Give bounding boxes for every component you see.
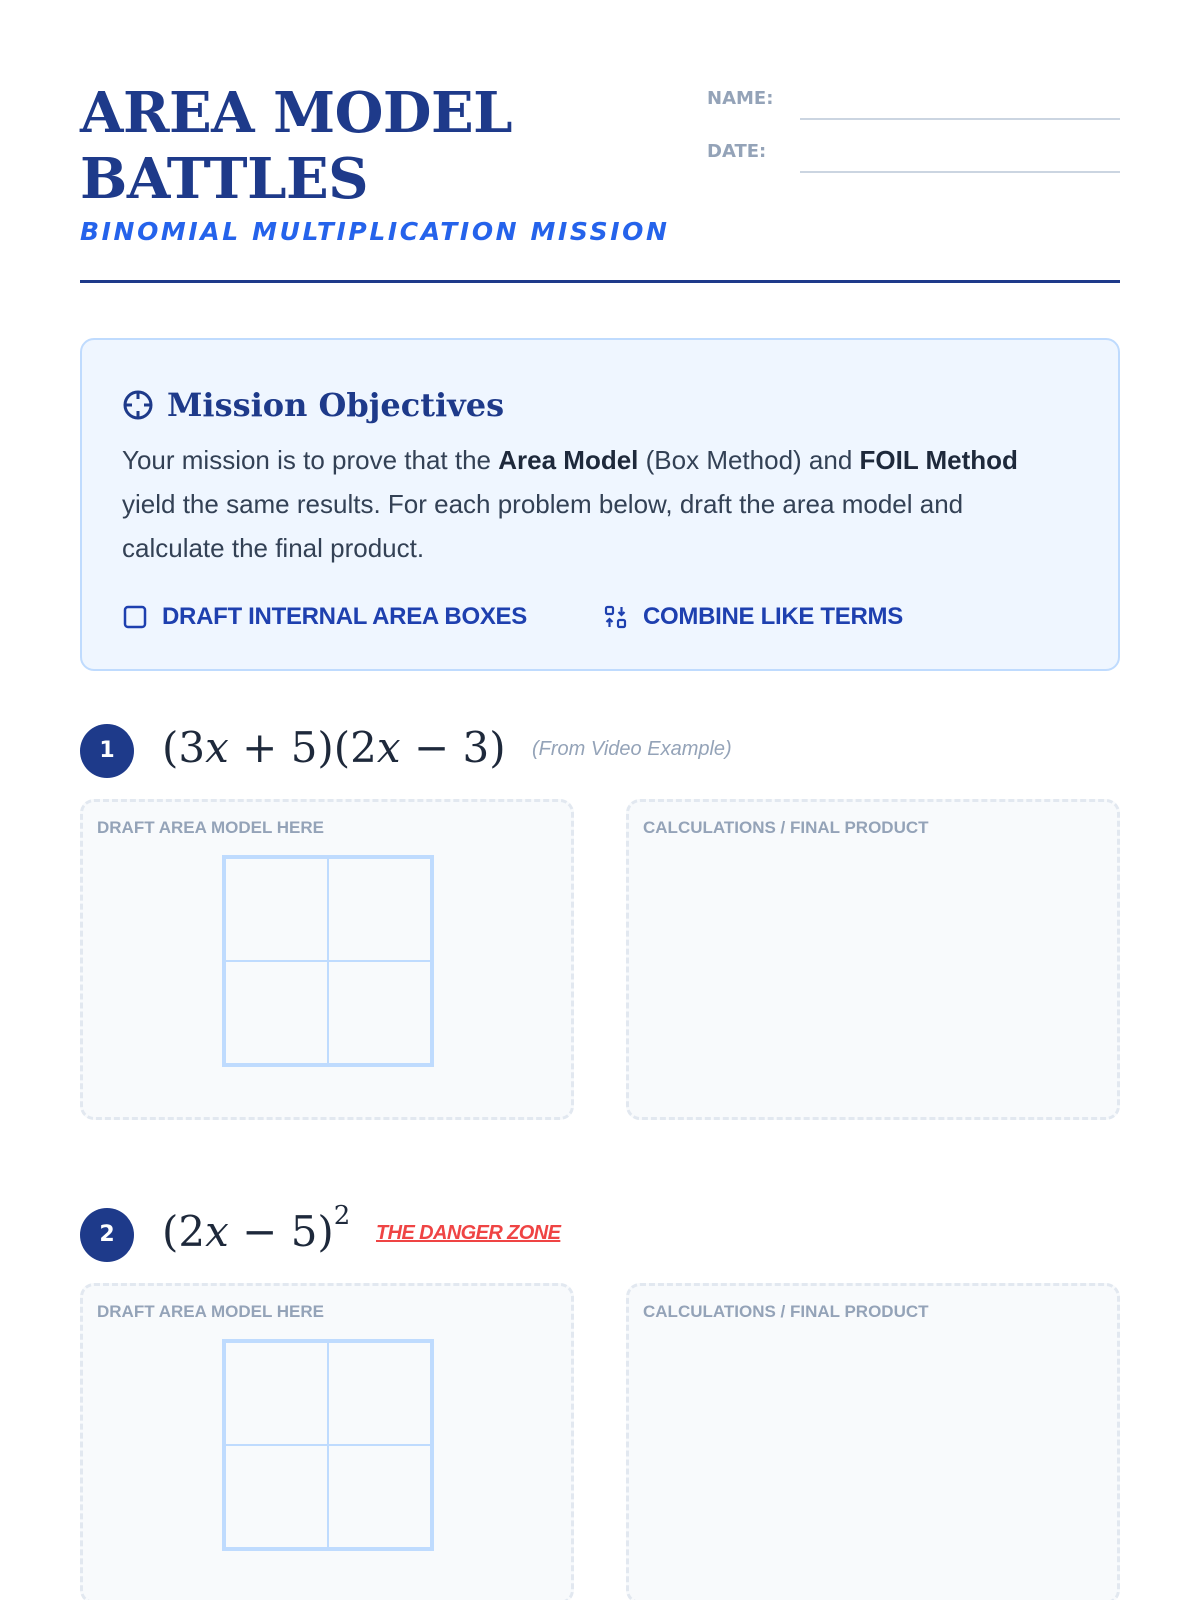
objectives-description xyxy=(122,438,1022,570)
worksheet-header xyxy=(80,80,1120,283)
objectives-title: Mission Objectives xyxy=(167,386,505,424)
problem-number-badge: 2 xyxy=(80,1208,134,1262)
area-cell[interactable] xyxy=(225,1445,328,1548)
work-area xyxy=(80,1283,1120,1600)
date-field xyxy=(707,133,1120,186)
draft-label: DRAFT AREA MODEL HERE xyxy=(97,818,324,837)
name-label: NAME: xyxy=(707,88,774,109)
problem-2 xyxy=(80,1201,1120,1321)
problem-note: (From Video Example) xyxy=(532,738,732,760)
title-line-2: BATTLES xyxy=(80,146,369,212)
problem-header xyxy=(80,718,1120,778)
area-cell[interactable] xyxy=(225,1342,328,1445)
task-combine-terms[interactable] xyxy=(603,600,903,634)
desc-text-1: Your mission is to prove that the xyxy=(122,445,499,475)
draft-label: DRAFT AREA MODEL HERE xyxy=(97,1302,324,1321)
mission-objectives-panel xyxy=(80,338,1120,671)
area-cell[interactable] xyxy=(328,1445,431,1548)
student-info-fields xyxy=(707,80,1120,186)
name-line[interactable] xyxy=(800,118,1120,120)
problem-expression: $(2x - 5)^2$ xyxy=(162,1201,351,1256)
date-line[interactable] xyxy=(800,171,1120,173)
objective-tasks xyxy=(122,600,1082,634)
title-line-1: AREA MODEL xyxy=(80,80,513,146)
objectives-heading xyxy=(122,382,1078,428)
area-cell[interactable] xyxy=(225,961,328,1064)
name-field xyxy=(707,80,1120,133)
area-cell[interactable] xyxy=(328,1342,431,1445)
calc-label: CALCULATIONS / FINAL PRODUCT xyxy=(643,1302,929,1321)
date-label: DATE: xyxy=(707,141,767,162)
task-label-combine-terms: COMBINE LIKE TERMS xyxy=(643,603,903,630)
task-draft-boxes[interactable] xyxy=(122,600,527,634)
area-cell[interactable] xyxy=(328,961,431,1064)
combine-icon xyxy=(603,604,629,630)
area-model-grid[interactable] xyxy=(222,1339,434,1551)
work-area xyxy=(80,799,1120,1120)
draft-area-model-box[interactable] xyxy=(80,1283,574,1600)
page-title xyxy=(80,80,680,212)
danger-zone-label: THE DANGER ZONE xyxy=(376,1222,561,1244)
desc-text-3: yield the same results. For each problem below, draft the area model and calculate the final product. xyxy=(122,489,964,563)
calculations-box[interactable] xyxy=(626,799,1120,1120)
problem-number-badge: 1 xyxy=(80,724,134,778)
problem-header xyxy=(80,1202,1120,1262)
calc-label: CALCULATIONS / FINAL PRODUCT xyxy=(643,818,929,837)
page-subtitle: BINOMIAL MULTIPLICATION MISSION xyxy=(80,217,670,246)
calculations-box[interactable] xyxy=(626,1283,1120,1600)
problem-expression: (3x + 5)(2x − 3) xyxy=(162,723,506,772)
desc-text-2: (Box Method) and xyxy=(638,445,860,475)
area-model-grid[interactable] xyxy=(222,855,434,1067)
area-cell[interactable] xyxy=(225,858,328,961)
checkbox-icon[interactable] xyxy=(122,604,148,630)
area-cell[interactable] xyxy=(328,858,431,961)
task-label-draft-boxes: DRAFT INTERNAL AREA BOXES xyxy=(162,603,527,630)
desc-bold-foil: FOIL Method xyxy=(859,445,1018,475)
problem-1 xyxy=(80,718,1120,837)
draft-area-model-box[interactable] xyxy=(80,799,574,1120)
crosshair-icon xyxy=(122,389,154,421)
desc-bold-area-model: Area Model xyxy=(498,445,639,475)
